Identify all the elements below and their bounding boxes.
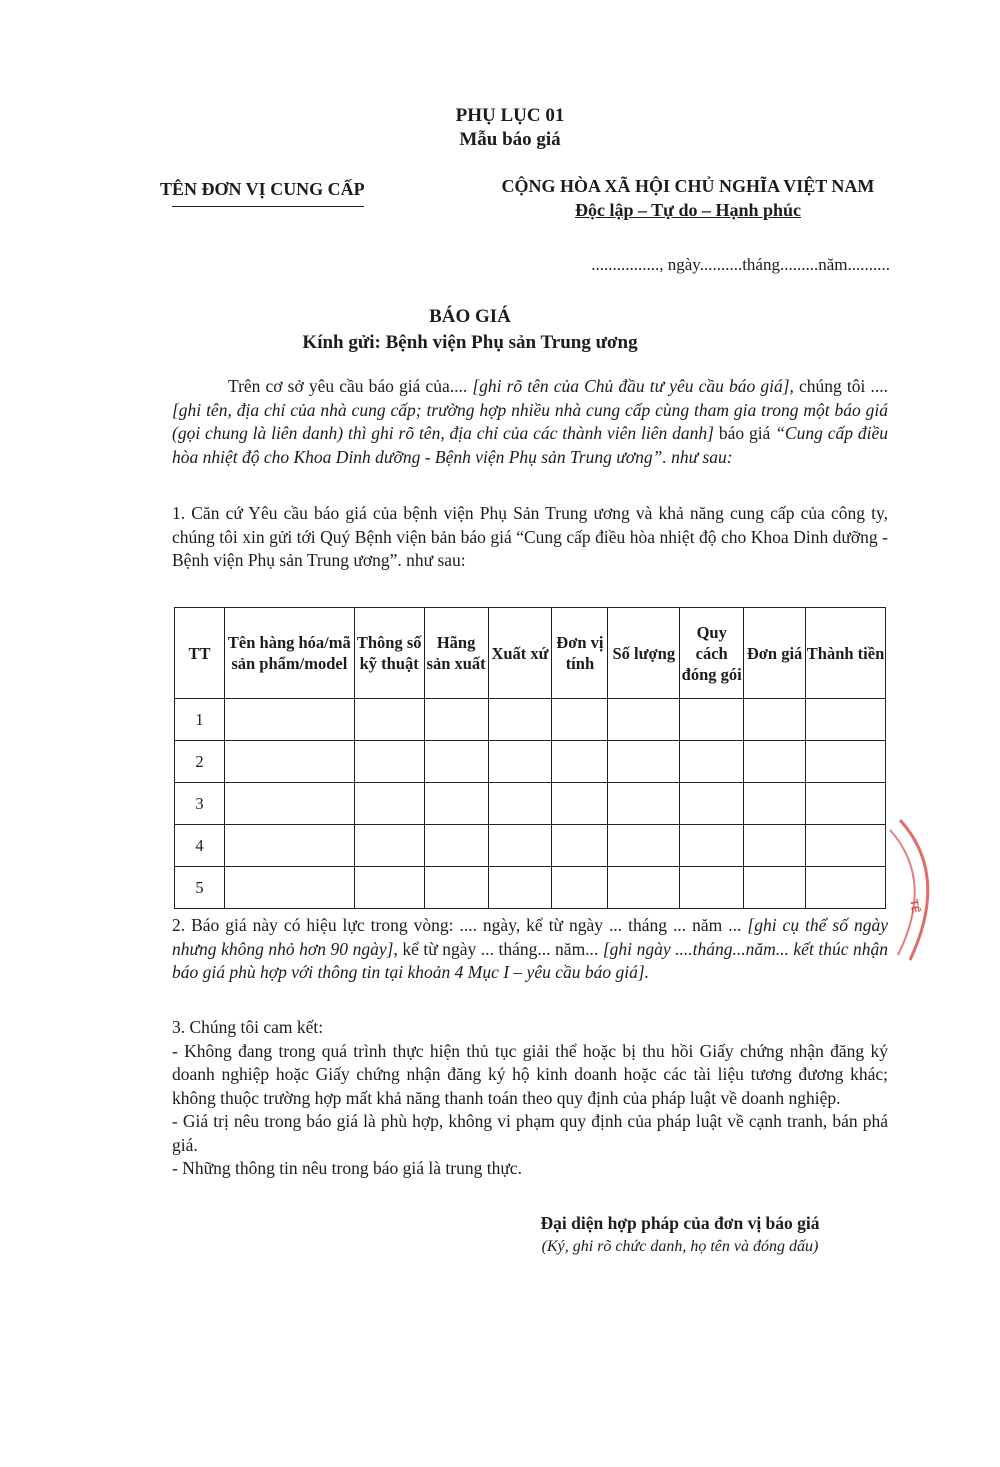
validity-text-1: 2. Báo giá này có hiệu lực trong vòng: .... ngày, kể từ ngày ... tháng ... năm ... [172,915,748,935]
document-title [280,304,660,356]
header-cell: Số lượng [608,608,680,699]
row-number: 5 [175,867,225,909]
intro-italic-1: [ghi rõ tên của Chủ đầu tư yêu cầu báo giá], [472,376,794,396]
header-cell: Đơn giá [744,608,806,699]
header-cell: Thành tiền [806,608,886,699]
header-cell: Hãng sản xuất [424,608,488,699]
table-row [175,741,886,783]
validity-italic-2: [ghi ngày ....tháng...năm... kết thúc nhận báo giá phù hợp với thông tin tại khoản 4 Mục I – yêu cầu báo giá]. [172,938,889,982]
table-row [175,699,886,741]
stamp-text: TẾ [907,898,922,915]
signature-note: (Ký, ghi rõ chức danh, họ tên và đóng dấu) [541,1238,819,1255]
header-cell: Thông số kỹ thuật [354,608,424,699]
commitment-item: - Những thông tin nêu trong báo giá là trung thực. [172,1158,522,1178]
intro-paragraph [172,375,888,469]
quotation-table [174,607,886,909]
section-3-commitments [172,1016,888,1181]
recipient-line: Kính gửi: Bệnh viện Phụ sản Trung ương [302,332,638,353]
header-cell: Đơn vị tính [552,608,608,699]
section-2-paragraph [172,914,888,985]
intro-text-2: chúng tôi .... [793,376,888,396]
intro-italic-2: [ghi tên, địa chỉ của nhà cung cấp; trường hợp nhiều nhà cung cấp cùng tham gia trong một báo giá (gọi chung là liên danh) thì ghi rõ tên, địa chỉ của các thành viên liên danh] [172,399,888,443]
header-cell: Quy cách đóng gói [680,608,744,699]
table-header-row [175,608,886,699]
provider-underline [172,206,364,207]
date-line: ................, ngày..........tháng.........năm.......... [591,255,890,274]
red-stamp-fragment [880,815,950,965]
row-number: 4 [175,825,225,867]
appendix-heading [430,104,590,152]
appendix-label: PHỤ LỤC 01 [455,105,565,126]
intro-italic-3: “Cung cấp điều hòa nhiệt độ cho Khoa Dinh dưỡng - Bệnh viện Phụ sản Trung ương”. như sau: [172,423,888,467]
row-number: 1 [175,699,225,741]
table-row [175,867,886,909]
header-cell: TT [175,608,225,699]
section-1-paragraph: 1. Căn cứ Yêu cầu báo giá của bệnh viện Phụ Sản Trung ương và khả năng cung cấp của công ty, chúng tôi xin gửi tới Quý Bệnh viện bản báo giá “Cung cấp điều hòa nhiệt độ cho Khoa Dinh dưỡng - Bệnh viện Phụ sản Trung ương”. như sau: [172,503,888,570]
provider-name-placeholder: TÊN ĐƠN VỊ CUNG CẤP [160,179,365,199]
validity-italic-1: [ghi cụ thể số ngày nhưng không nhỏ hơn 90 ngày] [172,915,889,959]
form-name: Mẫu báo giá [459,129,561,150]
commitment-item: - Giá trị nêu trong báo giá là phù hợp, không vi phạm quy định của pháp luật về cạnh tranh, bán phá giá. [172,1111,888,1155]
commitment-item: - Không đang trong quá trình thực hiện thủ tục giải thể hoặc bị thu hồi Giấy chứng nhận đăng ký doanh nghiệp hoặc Giấy chứng nhận đăng ký hộ kinh doanh hoặc các tài liệu tương đương khác; không thuộc trường hợp mất khả năng thanh toán theo quy định của pháp luật về doanh nghiệp. [172,1040,888,1108]
signature-title: Đại diện hợp pháp của đơn vị báo giá [540,1213,820,1233]
header-cell: Xuất xứ [488,608,552,699]
row-number: 3 [175,783,225,825]
motto: Độc lập – Tự do – Hạnh phúc [574,200,802,220]
intro-text-3: báo giá [713,423,776,443]
nation-name: CỘNG HÒA XÃ HỘI CHỦ NGHĨA VIỆT NAM [501,176,875,196]
validity-text-2: , kể từ ngày ... tháng... năm... [393,938,603,959]
table-row [175,825,886,867]
row-number: 2 [175,741,225,783]
table-row [175,783,886,825]
header-cell: Tên hàng hóa/mã sản phẩm/model [224,608,354,699]
intro-text-1: Trên cơ sở yêu cầu báo giá của.... [228,376,473,396]
commitments-heading: 3. Chúng tôi cam kết: [172,1017,324,1037]
title-main: BÁO GIÁ [429,306,511,327]
national-heading [488,174,888,222]
signature-block [480,1211,880,1259]
